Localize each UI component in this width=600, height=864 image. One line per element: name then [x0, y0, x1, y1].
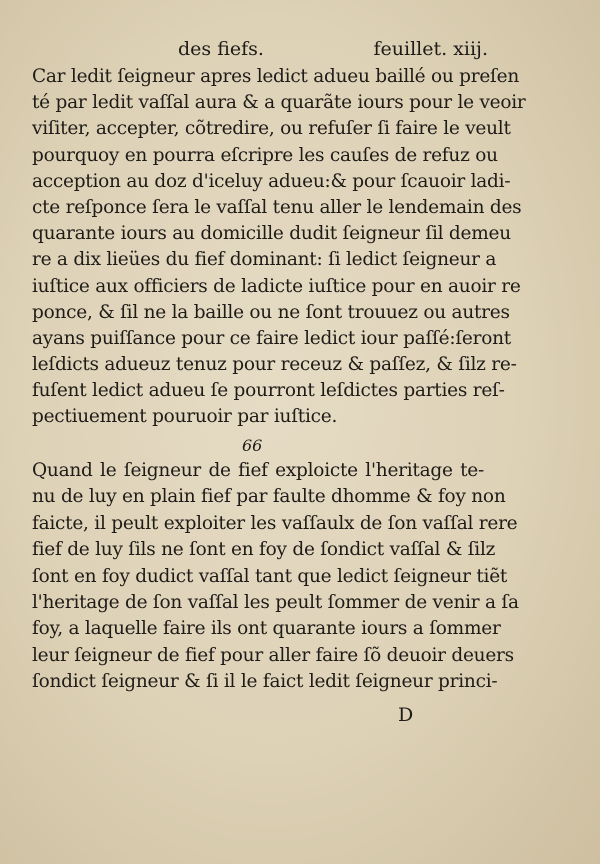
text-line: l'heritage de ſon vaſſal les peult ſommer de venir a ſa — [32, 591, 519, 613]
text-line: ponce, & ſil ne la baille ou ne ſont trouuez ou autres — [32, 301, 510, 323]
text-line: fief de luy ſils ne ſont en foy de ſondict vaſſal & ſilz — [32, 539, 496, 561]
text-line: nu de luy en plain fief par faulte dhomme & foy non — [32, 486, 506, 508]
text-line: acception au doz d'iceluy adueu:& pour ſcauoir ladi- — [32, 170, 511, 192]
text-line: leſdicts adueuz tenuz pour receuz & paſſez, & ſilz re- — [32, 354, 517, 376]
text-line: Quand le ſeigneur de fief exploicte l'heritage te- — [32, 460, 484, 481]
text-line: cte reſponce ſera le vaſſal tenu aller le lendemain des — [32, 196, 522, 218]
text-line: iuſtice aux officiers de ladicte iuſtice pour en auoir re — [32, 275, 521, 297]
text-line: pourquoy en pourra eſcripre les cauſes de refuz ou — [32, 144, 498, 166]
signature-mark: D — [398, 704, 414, 726]
header-section-title: des fiefs. — [178, 38, 264, 60]
paragraph-2 — [32, 458, 519, 696]
header-folio: feuillet. xiij. — [373, 38, 488, 60]
section-number: 66 — [242, 436, 263, 455]
text-line: viſiter, accepter, cõtredire, ou refuſer ſi faire le veult — [32, 118, 511, 140]
text-line: re a dix lieües du fief dominant: ſi ledict ſeigneur a — [32, 249, 497, 271]
paragraph-1 — [32, 64, 526, 431]
text-line: leur ſeigneur de fief pour aller faire ſõ deuoir deuers — [32, 644, 514, 666]
text-line: ſont en foy dudict vaſſal tant que ledict ſeigneur tiẽt — [32, 565, 508, 587]
running-header — [178, 38, 488, 64]
text-line: té par ledit vaſſal aura & a quarãte iours pour le veoir — [32, 92, 526, 114]
text-line: ayans puiſſance pour ce faire ledict iour paſſé:ſeront — [32, 327, 511, 349]
text-line: faicte, il peult exploiter les vaſſaulx de ſon vaſſal rere — [32, 512, 518, 534]
text-line: pectiuement pouruoir par iuſtice. — [32, 406, 338, 428]
text-line: ſondict ſeigneur & ſi il le faict ledit ſeigneur princi- — [32, 671, 498, 693]
text-line: foy, a laquelle faire ils ont quarante iours a ſommer — [32, 618, 501, 640]
text-line: quarante iours au domicille dudit ſeigneur ſil demeu — [32, 223, 511, 245]
text-line: fuſent ledict adueu ſe pourront leſdictes parties reſ- — [32, 380, 505, 402]
text-line: Car ledit ſeigneur apres ledict adueu baillé ou preſen — [32, 66, 520, 87]
